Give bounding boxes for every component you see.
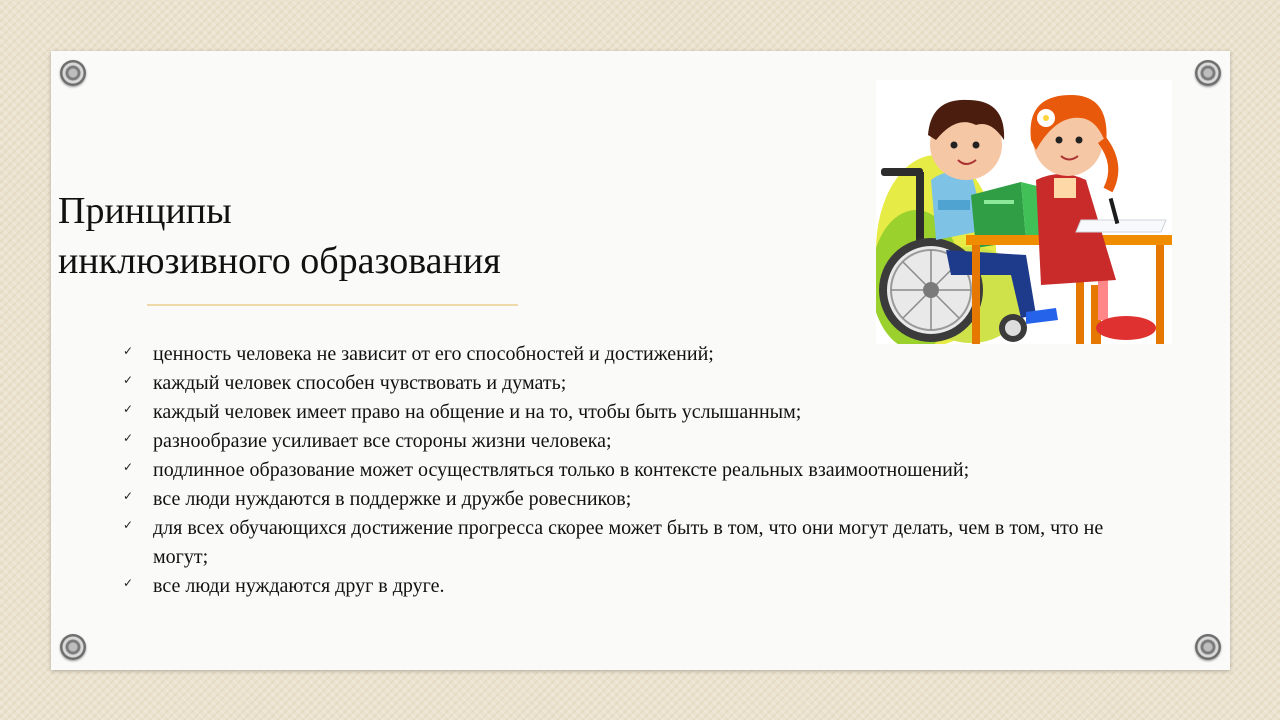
illustration-svg xyxy=(876,80,1172,344)
list-item-text: каждый человек способен чувствовать и думать; xyxy=(153,372,567,394)
list-item xyxy=(120,369,1150,398)
checkmark-icon: ✓ xyxy=(123,576,134,590)
list-item-text: все люди нуждаются друг в друге. xyxy=(153,575,445,597)
title-line-1: Принципы xyxy=(58,190,232,232)
principles-list xyxy=(120,340,1150,601)
list-item xyxy=(120,485,1150,514)
pushpin-icon xyxy=(60,634,86,660)
pushpin-icon xyxy=(60,60,86,86)
pushpin-icon xyxy=(1195,60,1221,86)
checkmark-icon: ✓ xyxy=(123,460,134,474)
list-item xyxy=(120,340,1150,369)
list-item xyxy=(120,572,1150,601)
slide-title xyxy=(58,186,501,286)
list-item xyxy=(120,456,1150,485)
checkmark-icon: ✓ xyxy=(123,431,134,445)
list-item-text: разнообразие усиливает все стороны жизни человека; xyxy=(153,430,612,452)
children-reading-illustration xyxy=(876,80,1172,344)
checkmark-icon: ✓ xyxy=(123,373,134,387)
title-divider xyxy=(147,304,518,306)
list-item-text: все люди нуждаются в поддержке и дружбе ровесников; xyxy=(153,488,632,510)
list-item xyxy=(120,514,1150,572)
list-item xyxy=(120,398,1150,427)
checkmark-icon: ✓ xyxy=(123,402,134,416)
checkmark-icon: ✓ xyxy=(123,518,134,532)
list-item-text: подлинное образование может осуществляться только в контексте реальных взаимоотношений; xyxy=(153,459,970,481)
list-item-text: каждый человек имеет право на общение и на то, чтобы быть услышанным; xyxy=(153,401,802,423)
list-item-text: ценность человека не зависит от его способностей и достижений; xyxy=(153,343,714,365)
checkmark-icon: ✓ xyxy=(123,344,134,358)
list-item xyxy=(120,427,1150,456)
title-line-2: инклюзивного образования xyxy=(58,240,501,282)
pushpin-icon xyxy=(1195,634,1221,660)
checkmark-icon: ✓ xyxy=(123,489,134,503)
list-item-text: для всех обучающихся достижение прогресса скорее может быть в том, что они могут делать, чем в том, что не могут; xyxy=(153,517,1104,568)
